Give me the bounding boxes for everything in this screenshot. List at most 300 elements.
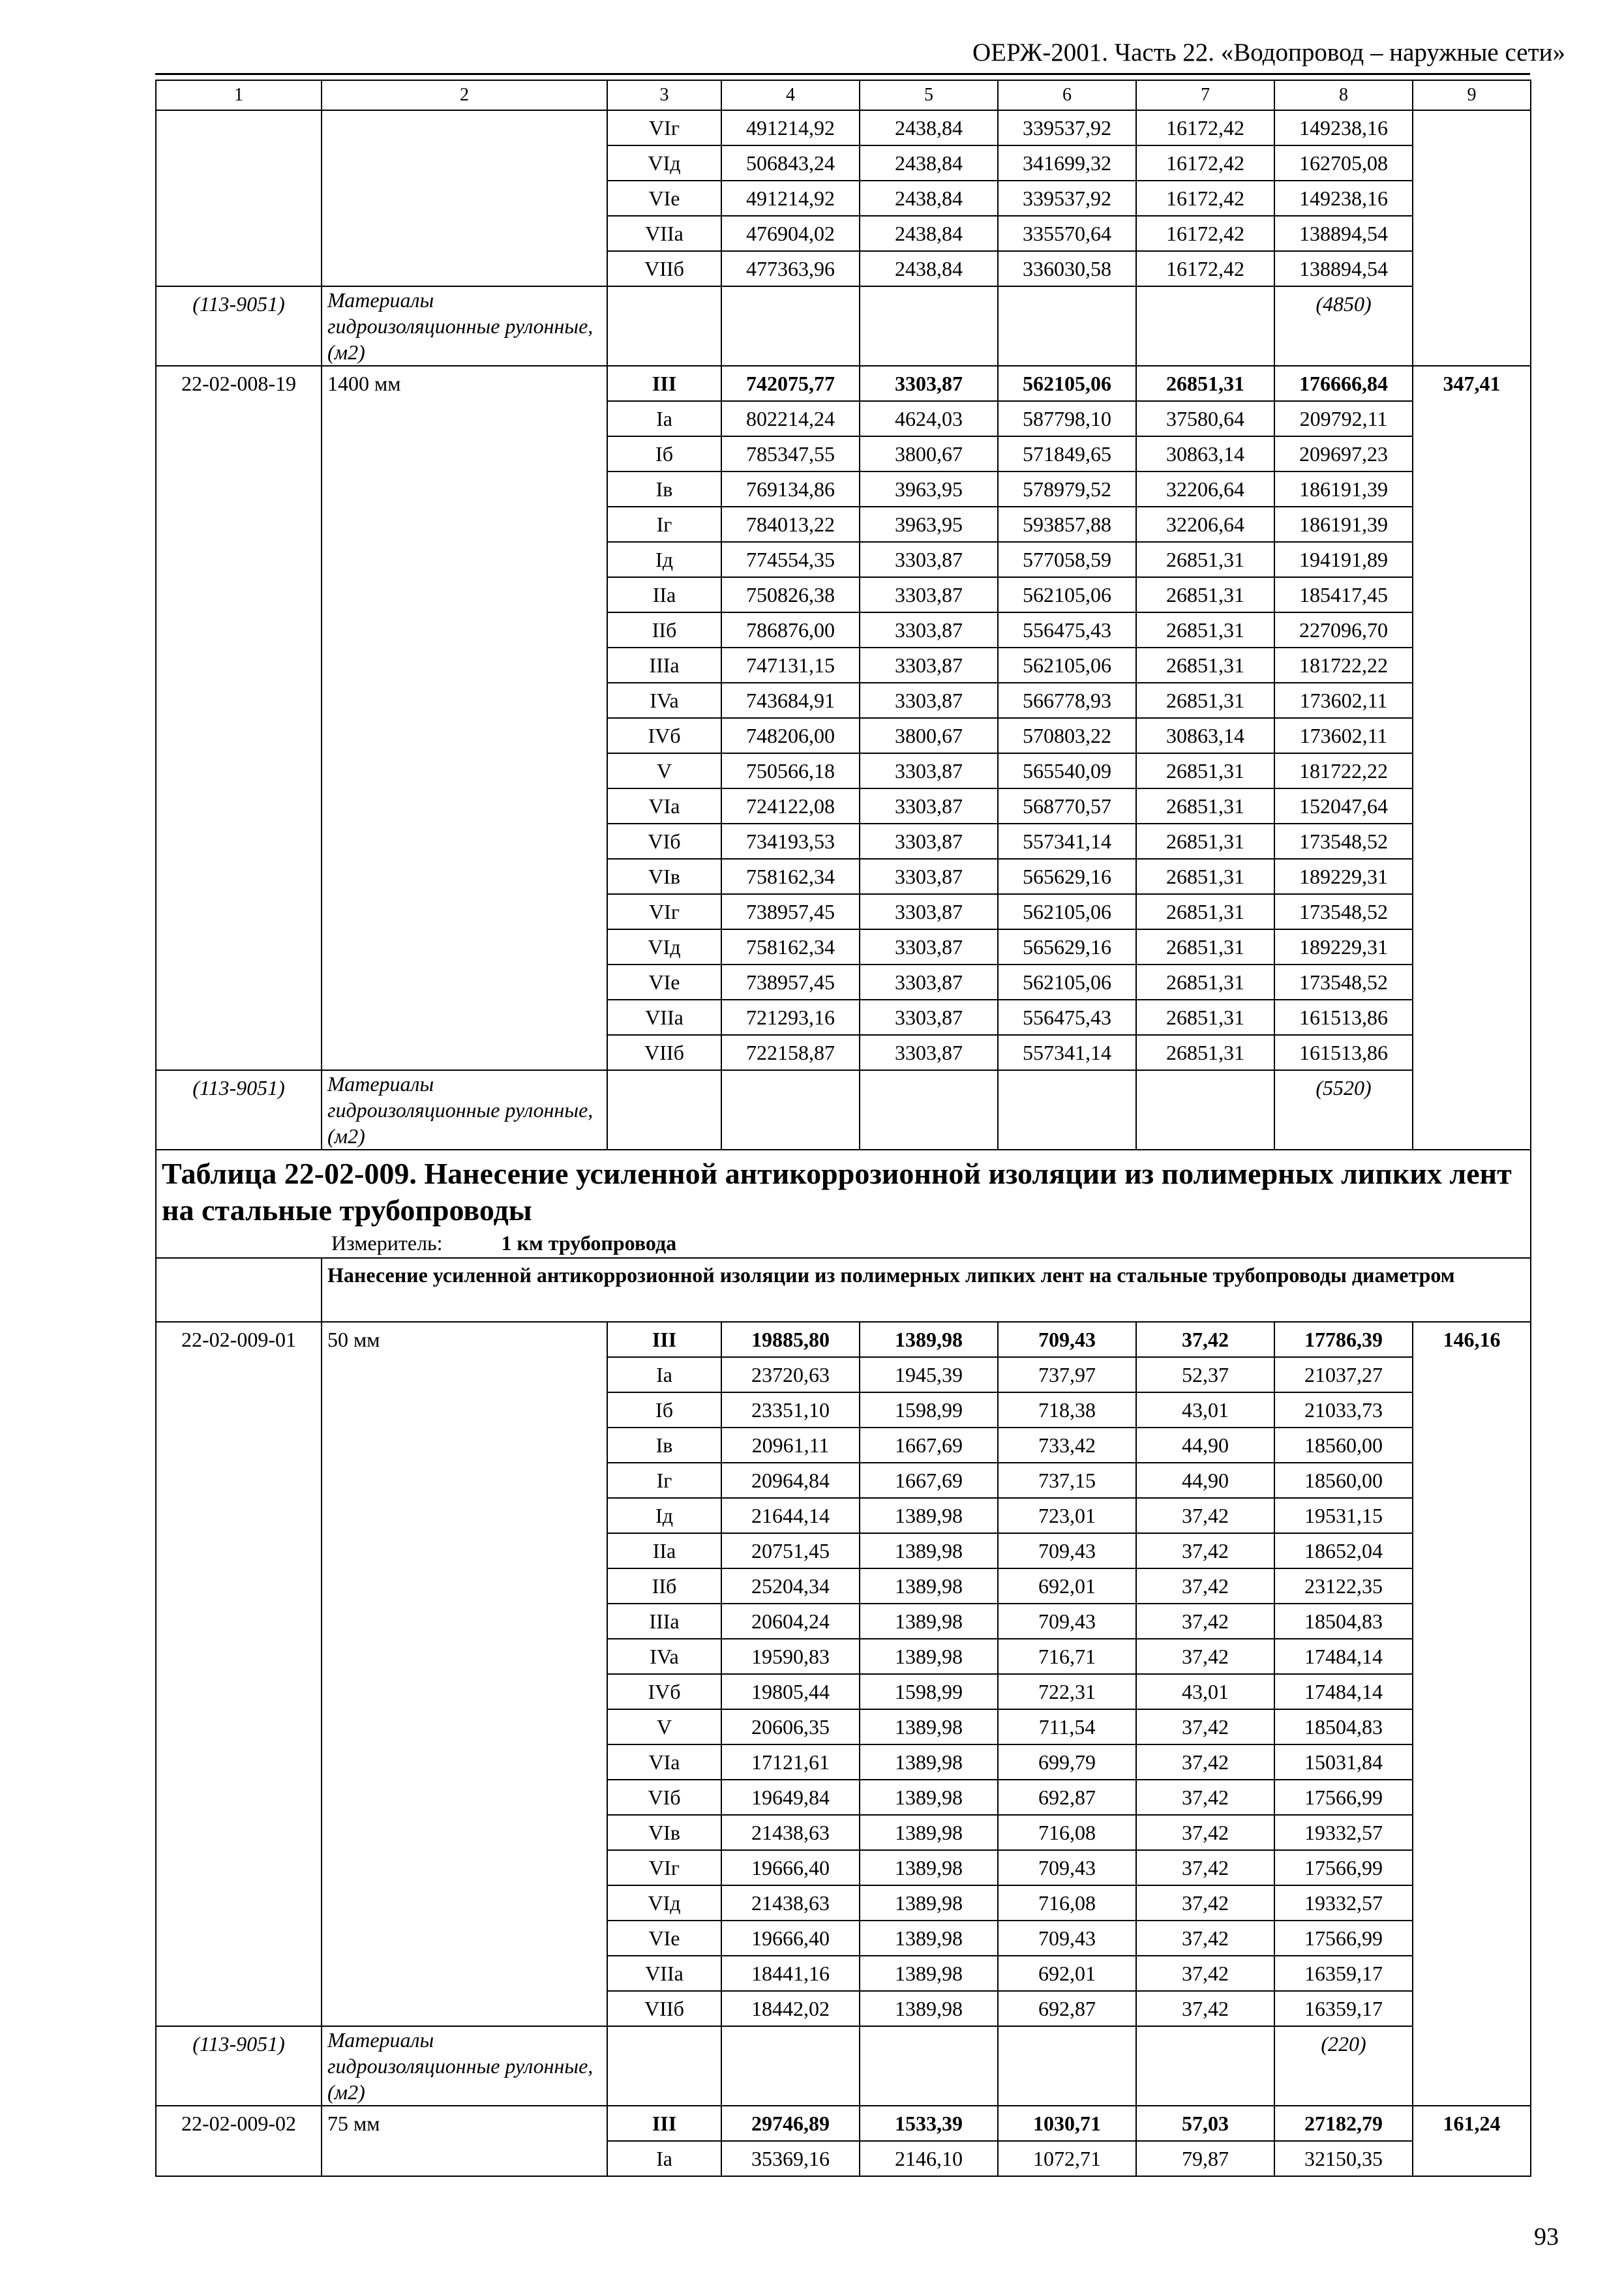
region-code: IIб	[607, 1568, 721, 1604]
rate-value: 19332,57	[1274, 1815, 1413, 1850]
rate-value: 784013,22	[721, 507, 860, 542]
rate-value: 20606,35	[721, 1709, 860, 1744]
rate-value: 1389,98	[860, 1568, 998, 1604]
rate-value: 723,01	[998, 1498, 1136, 1533]
region-code: VIIб	[607, 251, 721, 286]
rate-value: 476904,02	[721, 216, 860, 251]
rate-value: 17484,14	[1274, 1639, 1413, 1674]
rate-value: 562105,06	[998, 648, 1136, 683]
rate-value: 724122,08	[721, 788, 860, 824]
rate-value: 738957,45	[721, 965, 860, 1000]
rate-value: 30863,14	[1136, 436, 1274, 471]
rate-value: 173548,52	[1274, 965, 1413, 1000]
rate-value: 19332,57	[1274, 1885, 1413, 1921]
rate-value: 1389,98	[860, 1709, 998, 1744]
rate-value: 26851,31	[1136, 965, 1274, 1000]
region-code: III	[607, 1322, 721, 1357]
rate-value: 339537,92	[998, 181, 1136, 216]
region-code: Iг	[607, 507, 721, 542]
rate-value: 709,43	[998, 1921, 1136, 1956]
rate-value: 209792,11	[1274, 401, 1413, 436]
rate-value: 566778,93	[998, 683, 1136, 718]
labor-total: 347,41	[1413, 366, 1531, 1150]
rate-value: 37,42	[1136, 1991, 1274, 2026]
rate-value: 3303,87	[860, 824, 998, 859]
rate-value: 737,97	[998, 1357, 1136, 1392]
region-code: IVa	[607, 1639, 721, 1674]
region-code: IIб	[607, 612, 721, 648]
table-title: Таблица 22-02-009. Нанесение усиленной антикоррозионной изоляции из полимерных липких лент на стальные трубопроводы	[162, 1157, 1512, 1227]
region-code: Iд	[607, 542, 721, 577]
table-row	[156, 110, 1531, 145]
material-row	[156, 2026, 1531, 2106]
empty-cell	[1413, 110, 1531, 366]
rate-value: 37,42	[1136, 1744, 1274, 1780]
region-code: VIe	[607, 181, 721, 216]
rate-value: 18441,16	[721, 1956, 860, 1991]
rate-value: 748206,00	[721, 718, 860, 753]
running-header: ОЕРЖ-2001. Часть 22. «Водопровод – наружные сети»	[972, 38, 1565, 67]
rate-value: 21033,73	[1274, 1392, 1413, 1428]
rate-value: 1389,98	[860, 1991, 998, 2026]
rate-value: 1030,71	[998, 2106, 1136, 2141]
rate-value: 721293,16	[721, 1000, 860, 1035]
rate-value: 1389,98	[860, 1639, 998, 1674]
rate-value: 44,90	[1136, 1463, 1274, 1498]
region-code: Iб	[607, 1392, 721, 1428]
rate-value: 26851,31	[1136, 894, 1274, 929]
material-quantity: (5520)	[1274, 1070, 1413, 1150]
empty-cell	[721, 2026, 860, 2106]
region-code: VIIa	[607, 1000, 721, 1035]
rate-value: 1945,39	[860, 1357, 998, 1392]
rate-value: 17786,39	[1274, 1322, 1413, 1357]
rate-value: 699,79	[998, 1744, 1136, 1780]
rate-value: 16359,17	[1274, 1991, 1413, 2026]
rate-value: 26851,31	[1136, 577, 1274, 612]
region-code: IIa	[607, 577, 721, 612]
rate-value: 722,31	[998, 1674, 1136, 1709]
rate-value: 758162,34	[721, 859, 860, 894]
empty-cell	[322, 110, 607, 286]
region-code: Iв	[607, 471, 721, 507]
rate-value: 37,42	[1136, 1709, 1274, 1744]
region-code: VIг	[607, 1850, 721, 1885]
rate-value: 556475,43	[998, 1000, 1136, 1035]
rate-value: 43,01	[1136, 1674, 1274, 1709]
rate-value: 26851,31	[1136, 929, 1274, 965]
region-code: VIг	[607, 894, 721, 929]
rate-value: 3303,87	[860, 1035, 998, 1070]
rate-value: 18504,83	[1274, 1709, 1413, 1744]
rate-value: 2438,84	[860, 181, 998, 216]
material-quantity: (4850)	[1274, 286, 1413, 366]
empty-cell	[1136, 1070, 1274, 1150]
rate-value: 3303,87	[860, 753, 998, 788]
rate-value: 562105,06	[998, 894, 1136, 929]
rate-value: 3303,87	[860, 965, 998, 1000]
rate-value: 742075,77	[721, 366, 860, 401]
rate-value: 16359,17	[1274, 1956, 1413, 1991]
rate-value: 565629,16	[998, 929, 1136, 965]
region-code: V	[607, 753, 721, 788]
rate-value: 37,42	[1136, 1322, 1274, 1357]
rate-value: 149238,16	[1274, 110, 1413, 145]
empty-cell	[721, 286, 860, 366]
empty-cell	[1136, 286, 1274, 366]
header-rule	[155, 73, 1530, 75]
section-heading-row	[156, 1258, 1531, 1322]
rate-value: 3303,87	[860, 788, 998, 824]
rate-value: 1667,69	[860, 1463, 998, 1498]
rate-value: 18652,04	[1274, 1533, 1413, 1568]
rate-value: 20961,11	[721, 1428, 860, 1463]
rate-value: 227096,70	[1274, 612, 1413, 648]
region-code: IIIa	[607, 1604, 721, 1639]
rate-value: 3303,87	[860, 542, 998, 577]
column-number: 8	[1274, 80, 1413, 110]
rate-value: 19666,40	[721, 1921, 860, 1956]
meter-line	[162, 1229, 1525, 1257]
rate-value: 17566,99	[1274, 1921, 1413, 1956]
material-code: (113-9051)	[156, 1070, 322, 1150]
rate-value: 491214,92	[721, 181, 860, 216]
rate-value: 185417,45	[1274, 577, 1413, 612]
material-code: (113-9051)	[156, 286, 322, 366]
rate-value: 743684,91	[721, 683, 860, 718]
rate-value: 1389,98	[860, 1885, 998, 1921]
rate-value: 738957,45	[721, 894, 860, 929]
meter-label: Измеритель:	[331, 1231, 443, 1255]
rate-value: 21438,63	[721, 1815, 860, 1850]
region-code: VIa	[607, 788, 721, 824]
rate-value: 692,87	[998, 1780, 1136, 1815]
rates-table-body	[156, 80, 1531, 2176]
rate-value: 2438,84	[860, 110, 998, 145]
rate-value: 335570,64	[998, 216, 1136, 251]
region-code: IVб	[607, 1674, 721, 1709]
rate-value: 1389,98	[860, 1322, 998, 1357]
rate-value: 16172,42	[1136, 251, 1274, 286]
rate-value: 3303,87	[860, 612, 998, 648]
rate-value: 37,42	[1136, 1815, 1274, 1850]
table-row	[156, 1322, 1531, 1357]
rate-value: 737,15	[998, 1463, 1136, 1498]
rate-value: 722158,87	[721, 1035, 860, 1070]
work-name: 1400 мм	[322, 366, 607, 1070]
region-code: VIIб	[607, 1035, 721, 1070]
rate-value: 37,42	[1136, 1850, 1274, 1885]
region-code: VIб	[607, 824, 721, 859]
rate-value: 3303,87	[860, 683, 998, 718]
page-number: 93	[1534, 2223, 1559, 2251]
material-row	[156, 1070, 1531, 1150]
rate-value: 152047,64	[1274, 788, 1413, 824]
section-heading: Нанесение усиленной антикоррозионной изоляции из полимерных липких лент на стальные трубопроводы диаметром	[322, 1258, 1531, 1322]
rate-value: 18504,83	[1274, 1604, 1413, 1639]
rate-value: 577058,59	[998, 542, 1136, 577]
material-code: (113-9051)	[156, 2026, 322, 2106]
empty-cell	[860, 1070, 998, 1150]
region-code: Ia	[607, 401, 721, 436]
rate-value: 593857,88	[998, 507, 1136, 542]
rate-value: 43,01	[1136, 1392, 1274, 1428]
rate-value: 173548,52	[1274, 824, 1413, 859]
rate-value: 1389,98	[860, 1921, 998, 1956]
rate-value: 19805,44	[721, 1674, 860, 1709]
column-number: 3	[607, 80, 721, 110]
rate-value: 44,90	[1136, 1428, 1274, 1463]
rate-value: 26851,31	[1136, 542, 1274, 577]
region-code: Ia	[607, 1357, 721, 1392]
labor-total: 161,24	[1413, 2106, 1531, 2176]
rate-value: 32206,64	[1136, 507, 1274, 542]
rate-value: 709,43	[998, 1850, 1136, 1885]
column-number: 1	[156, 80, 322, 110]
rate-value: 1389,98	[860, 1744, 998, 1780]
rate-value: 23122,35	[1274, 1568, 1413, 1604]
rate-value: 194191,89	[1274, 542, 1413, 577]
rate-value: 18442,02	[721, 1991, 860, 2026]
rate-value: 20751,45	[721, 1533, 860, 1568]
region-code: VIб	[607, 1780, 721, 1815]
rate-value: 802214,24	[721, 401, 860, 436]
rate-value: 138894,54	[1274, 251, 1413, 286]
rate-value: 4624,03	[860, 401, 998, 436]
rate-value: 189229,31	[1274, 929, 1413, 965]
rate-value: 1389,98	[860, 1533, 998, 1568]
empty-cell	[721, 1070, 860, 1150]
rate-value: 578979,52	[998, 471, 1136, 507]
rate-value: 571849,65	[998, 436, 1136, 471]
rate-value: 37,42	[1136, 1533, 1274, 1568]
region-code: Ia	[607, 2141, 721, 2176]
region-code: VIг	[607, 110, 721, 145]
region-code: VIe	[607, 965, 721, 1000]
rate-value: 556475,43	[998, 612, 1136, 648]
rate-value: 79,87	[1136, 2141, 1274, 2176]
rate-value: 2438,84	[860, 145, 998, 181]
rate-value: 26851,31	[1136, 753, 1274, 788]
rate-value: 716,71	[998, 1639, 1136, 1674]
rate-value: 718,38	[998, 1392, 1136, 1428]
rate-value: 19531,15	[1274, 1498, 1413, 1533]
rate-value: 35369,16	[721, 2141, 860, 2176]
rate-value: 3303,87	[860, 894, 998, 929]
rate-value: 17121,61	[721, 1744, 860, 1780]
rate-value: 570803,22	[998, 718, 1136, 753]
empty-cell	[998, 1070, 1136, 1150]
rate-value: 477363,96	[721, 251, 860, 286]
rate-value: 1667,69	[860, 1428, 998, 1463]
meter-value: 1 км трубопровода	[501, 1231, 677, 1255]
rate-value: 2146,10	[860, 2141, 998, 2176]
rate-value: 1389,98	[860, 1850, 998, 1885]
region-code: Iд	[607, 1498, 721, 1533]
region-code: Iг	[607, 1463, 721, 1498]
rate-value: 562105,06	[998, 965, 1136, 1000]
rate-value: 26851,31	[1136, 366, 1274, 401]
region-code: VIIa	[607, 1956, 721, 1991]
rate-value: 709,43	[998, 1533, 1136, 1568]
rate-value: 209697,23	[1274, 436, 1413, 471]
rate-value: 19885,80	[721, 1322, 860, 1357]
rate-value: 750566,18	[721, 753, 860, 788]
rate-value: 557341,14	[998, 1035, 1136, 1070]
rate-value: 25204,34	[721, 1568, 860, 1604]
rate-value: 557341,14	[998, 824, 1136, 859]
rate-value: 565629,16	[998, 859, 1136, 894]
rate-value: 16172,42	[1136, 110, 1274, 145]
empty-cell	[156, 1258, 322, 1322]
region-code: Iб	[607, 436, 721, 471]
rate-value: 37,42	[1136, 1568, 1274, 1604]
rate-value: 562105,06	[998, 577, 1136, 612]
rate-value: 587798,10	[998, 401, 1136, 436]
table-row	[156, 2106, 1531, 2141]
rate-value: 17566,99	[1274, 1780, 1413, 1815]
rate-value: 2438,84	[860, 216, 998, 251]
rate-value: 27182,79	[1274, 2106, 1413, 2141]
rate-value: 23351,10	[721, 1392, 860, 1428]
rate-value: 186191,39	[1274, 507, 1413, 542]
rate-value: 20604,24	[721, 1604, 860, 1639]
region-code: VIд	[607, 145, 721, 181]
rate-value: 37,42	[1136, 1921, 1274, 1956]
rate-value: 37,42	[1136, 1639, 1274, 1674]
rate-code: 22-02-009-01	[156, 1322, 322, 2026]
rate-value: 32206,64	[1136, 471, 1274, 507]
rate-value: 37580,64	[1136, 401, 1274, 436]
rate-value: 37,42	[1136, 1956, 1274, 1991]
region-code: VIIб	[607, 1991, 721, 2026]
rate-value: 26851,31	[1136, 648, 1274, 683]
rate-value: 26851,31	[1136, 859, 1274, 894]
rate-value: 750826,38	[721, 577, 860, 612]
region-code: Iв	[607, 1428, 721, 1463]
material-name: Материалы гидроизоляционные рулонные, (м2)	[322, 2026, 607, 2106]
rate-value: 162705,08	[1274, 145, 1413, 181]
rate-value: 181722,22	[1274, 648, 1413, 683]
region-code: III	[607, 2106, 721, 2141]
material-name: Материалы гидроизоляционные рулонные, (м2)	[322, 1070, 607, 1150]
rate-value: 173602,11	[1274, 683, 1413, 718]
work-name: 50 мм	[322, 1322, 607, 2026]
table-title-row	[156, 1150, 1531, 1258]
rate-value: 506843,24	[721, 145, 860, 181]
rate-value: 29746,89	[721, 2106, 860, 2141]
column-number: 9	[1413, 80, 1531, 110]
region-code: VIв	[607, 859, 721, 894]
rate-value: 26851,31	[1136, 1035, 1274, 1070]
rate-value: 3303,87	[860, 929, 998, 965]
rate-value: 3800,67	[860, 718, 998, 753]
rate-value: 716,08	[998, 1815, 1136, 1850]
rate-value: 1598,99	[860, 1674, 998, 1709]
rate-value: 709,43	[998, 1322, 1136, 1357]
rate-value: 562105,06	[998, 366, 1136, 401]
rate-value: 21037,27	[1274, 1357, 1413, 1392]
rate-value: 189229,31	[1274, 859, 1413, 894]
rate-value: 32150,35	[1274, 2141, 1413, 2176]
rate-value: 17484,14	[1274, 1674, 1413, 1709]
rate-value: 692,01	[998, 1956, 1136, 1991]
region-code: III	[607, 366, 721, 401]
rate-value: 37,42	[1136, 1780, 1274, 1815]
rate-value: 15031,84	[1274, 1744, 1413, 1780]
rate-value: 2438,84	[860, 251, 998, 286]
rate-value: 3303,87	[860, 859, 998, 894]
rate-code: 22-02-009-02	[156, 2106, 322, 2176]
column-number: 5	[860, 80, 998, 110]
rate-value: 692,01	[998, 1568, 1136, 1604]
rate-value: 37,42	[1136, 1604, 1274, 1639]
table-row	[156, 366, 1531, 401]
rate-value: 173548,52	[1274, 894, 1413, 929]
rate-value: 3303,87	[860, 366, 998, 401]
rate-value: 1389,98	[860, 1604, 998, 1639]
rate-value: 3963,95	[860, 471, 998, 507]
region-code: IVб	[607, 718, 721, 753]
rate-value: 786876,00	[721, 612, 860, 648]
region-code: IIIa	[607, 648, 721, 683]
rate-code: 22-02-008-19	[156, 366, 322, 1070]
rate-value: 733,42	[998, 1428, 1136, 1463]
rates-table	[155, 80, 1531, 2177]
rate-value: 774554,35	[721, 542, 860, 577]
rate-value: 491214,92	[721, 110, 860, 145]
region-code: VIд	[607, 929, 721, 965]
rate-value: 26851,31	[1136, 612, 1274, 648]
empty-cell	[1136, 2026, 1274, 2106]
rate-value: 18560,00	[1274, 1463, 1413, 1498]
rate-value: 339537,92	[998, 110, 1136, 145]
column-number-row	[156, 80, 1531, 110]
rate-value: 758162,34	[721, 929, 860, 965]
rate-value: 568770,57	[998, 788, 1136, 824]
rate-value: 769134,86	[721, 471, 860, 507]
rate-value: 138894,54	[1274, 216, 1413, 251]
rate-value: 336030,58	[998, 251, 1136, 286]
rate-value: 161513,86	[1274, 1000, 1413, 1035]
rate-value: 52,37	[1136, 1357, 1274, 1392]
rate-value: 30863,14	[1136, 718, 1274, 753]
rate-value: 16172,42	[1136, 145, 1274, 181]
table-title-cell	[156, 1150, 1531, 1258]
column-number: 6	[998, 80, 1136, 110]
rate-value: 3303,87	[860, 648, 998, 683]
rate-value: 26851,31	[1136, 824, 1274, 859]
rate-value: 37,42	[1136, 1498, 1274, 1533]
rate-value: 1533,39	[860, 2106, 998, 2141]
rate-value: 173602,11	[1274, 718, 1413, 753]
material-row	[156, 286, 1531, 366]
rate-value: 565540,09	[998, 753, 1136, 788]
work-name: 75 мм	[322, 2106, 607, 2176]
rate-value: 21644,14	[721, 1498, 860, 1533]
rate-value: 785347,55	[721, 436, 860, 471]
empty-cell	[607, 286, 721, 366]
rate-value: 3800,67	[860, 436, 998, 471]
region-code: VIe	[607, 1921, 721, 1956]
rate-value: 186191,39	[1274, 471, 1413, 507]
empty-cell	[607, 1070, 721, 1150]
rate-value: 21438,63	[721, 1885, 860, 1921]
rate-value: 149238,16	[1274, 181, 1413, 216]
rate-value: 19590,83	[721, 1639, 860, 1674]
rate-value: 734193,53	[721, 824, 860, 859]
region-code: VIa	[607, 1744, 721, 1780]
